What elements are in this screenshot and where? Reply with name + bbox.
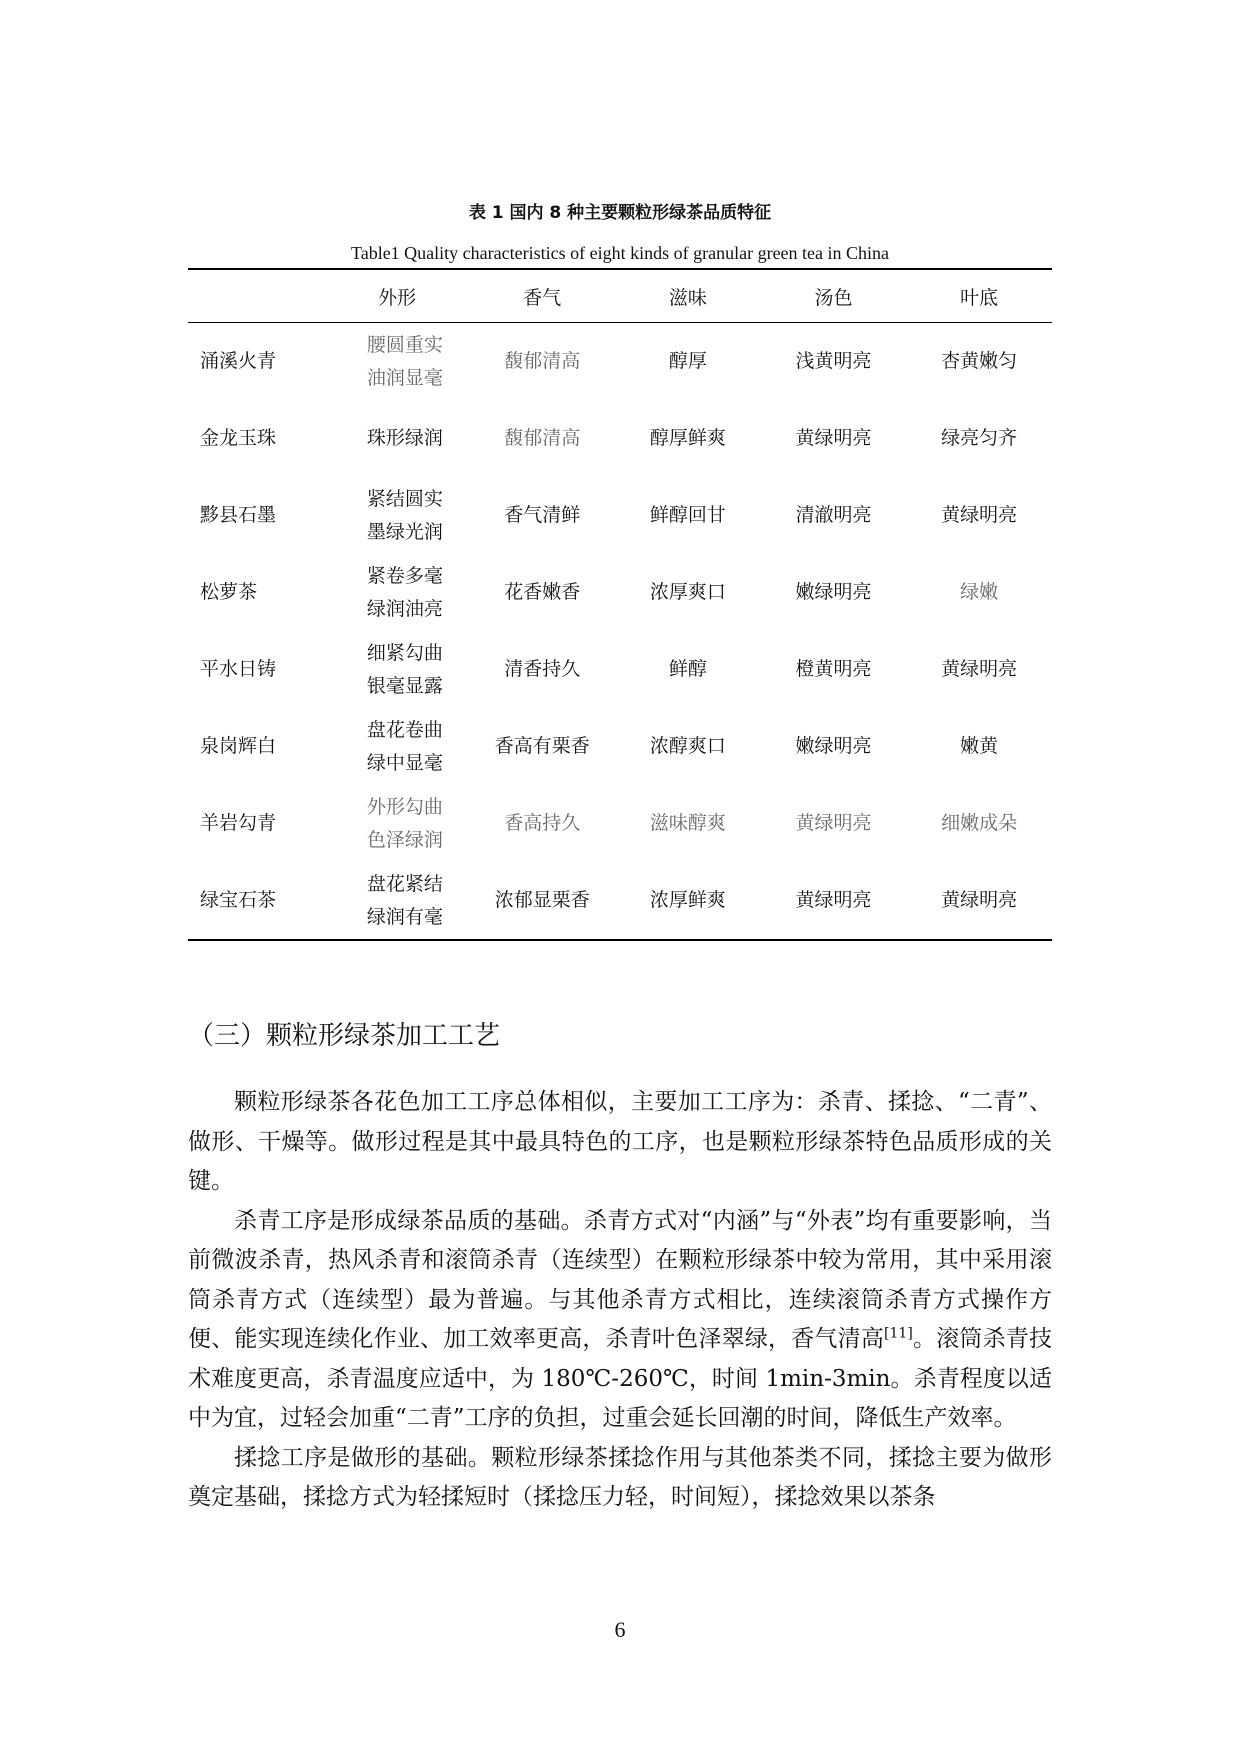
tea-taste: 滋味醇爽 xyxy=(649,812,726,834)
tea-shape: 腰圆重实 油润显毫 xyxy=(366,333,443,389)
tea-liquor: 嫩绿明亮 xyxy=(795,581,872,603)
tea-liquor: 黄绿明亮 xyxy=(795,812,872,834)
tea-taste: 浓厚爽口 xyxy=(649,581,726,603)
tea-taste: 浓醇爽口 xyxy=(649,735,726,757)
tea-leaf: 黄绿明亮 xyxy=(941,658,1018,680)
tea-aroma: 馥郁清高 xyxy=(504,427,581,449)
tea-shape: 紧卷多毫 绿润油亮 xyxy=(366,564,443,620)
tea-aroma: 香高持久 xyxy=(504,812,581,834)
tea-taste: 鲜醇 xyxy=(668,658,707,680)
tea-name: 黟县石墨 xyxy=(200,504,277,526)
table-header-row xyxy=(188,269,1052,323)
tea-aroma: 香高有栗香 xyxy=(494,735,590,757)
tea-leaf: 绿嫩 xyxy=(960,581,999,603)
body-text xyxy=(188,1083,1052,1518)
header-shape: 外形 xyxy=(378,286,417,309)
tea-leaf: 黄绿明亮 xyxy=(941,889,1018,911)
table-caption-cn: 表 1 国内 8 种主要颗粒形绿茶品质特征 xyxy=(468,203,772,223)
header-leaf: 叶底 xyxy=(960,286,999,309)
tea-name: 涌溪火青 xyxy=(200,350,277,372)
paragraph-3: 揉捻工序是做形的基础。颗粒形绿茶揉捻作用与其他茶类不同，揉捻主要为做形奠定基础，揉捻方式为轻揉短时（揉捻压力轻，时间短），揉捻效果以茶条 xyxy=(188,1444,1052,1510)
tea-aroma: 花香嫩香 xyxy=(504,581,581,603)
tea-aroma: 香气清鲜 xyxy=(504,504,581,526)
tea-liquor: 黄绿明亮 xyxy=(795,889,872,911)
tea-liquor: 橙黄明亮 xyxy=(795,658,872,680)
tea-leaf: 黄绿明亮 xyxy=(941,504,1018,526)
table-row xyxy=(188,400,1052,477)
tea-shape: 盘花紧结 绿润有毫 xyxy=(366,872,443,928)
tea-aroma: 清香持久 xyxy=(504,658,581,680)
tea-aroma: 馥郁清高 xyxy=(504,350,581,372)
tea-leaf: 嫩黄 xyxy=(960,735,999,757)
tea-liquor: 浅黄明亮 xyxy=(795,350,872,372)
table-row xyxy=(188,631,1052,708)
tea-name: 平水日铸 xyxy=(200,658,277,680)
tea-shape: 紧结圆实 墨绿光润 xyxy=(366,487,443,543)
tea-liquor: 黄绿明亮 xyxy=(795,427,872,449)
tea-taste: 鲜醇回甘 xyxy=(649,504,726,526)
header-liquor: 汤色 xyxy=(814,286,853,309)
paragraph-1: 颗粒形绿茶各花色加工工序总体相似，主要加工工序为：杀青、揉捻、“二青”、做形、干燥等。做形过程是其中最具特色的工序，也是颗粒形绿茶特色品质形成的关键。 xyxy=(188,1089,1052,1194)
table-row xyxy=(188,708,1052,785)
tea-name: 松萝茶 xyxy=(200,581,258,603)
section-heading: （三）颗粒形绿茶加工工艺 xyxy=(188,1021,501,1051)
tea-quality-table xyxy=(188,268,1052,941)
tea-aroma: 浓郁显栗香 xyxy=(494,889,590,911)
table-row xyxy=(188,554,1052,631)
tea-name: 羊岩勾青 xyxy=(200,812,277,834)
tea-leaf: 杏黄嫩匀 xyxy=(941,350,1018,372)
tea-shape: 盘花卷曲 绿中显毫 xyxy=(366,718,443,774)
paragraph-2: 杀青工序是形成绿茶品质的基础。杀青方式对“内涵”与“外表”均有重要影响，当前微波杀青，热风杀青和滚筒杀青（连续型）在颗粒形绿茶中较为常用，其中采用滚筒杀青方式（连续型）最为普遍。与其他杀青方式相比，连续滚筒杀青方式操作方便、能实现连续化作业、加工效率更高，杀青叶色泽翠绿，香气清高[11]。滚筒杀青技术难度更高，杀青温度应适中，为 180℃-260℃，时间 1min-3min。杀青程度以适中为宜，过轻会加重“二青”工序的负担，过重会延长回潮的时间，降低生产效率。 xyxy=(188,1207,1053,1431)
tea-shape: 细紧勾曲 银毫显露 xyxy=(366,641,443,697)
table-row xyxy=(188,477,1052,554)
tea-taste: 浓厚鲜爽 xyxy=(649,889,726,911)
header-name xyxy=(188,269,325,323)
table-row xyxy=(188,862,1052,940)
page-number: 6 xyxy=(614,1617,626,1642)
tea-leaf: 绿亮匀齐 xyxy=(941,427,1018,449)
tea-taste: 醇厚 xyxy=(668,350,707,372)
header-aroma: 香气 xyxy=(523,286,562,309)
table-caption-en: Table1 Quality characteristics of eight kinds of granular green tea in China xyxy=(350,243,890,263)
tea-liquor: 嫩绿明亮 xyxy=(795,735,872,757)
header-taste: 滋味 xyxy=(668,286,707,309)
table-row xyxy=(188,323,1052,401)
tea-name: 泉岗辉白 xyxy=(200,735,277,757)
tea-liquor: 清澈明亮 xyxy=(795,504,872,526)
citation-ref: [11] xyxy=(884,1325,913,1342)
tea-shape: 珠形绿润 xyxy=(366,427,443,449)
tea-name: 绿宝石茶 xyxy=(200,889,277,911)
tea-taste: 醇厚鲜爽 xyxy=(649,427,726,449)
tea-shape: 外形勾曲 色泽绿润 xyxy=(366,795,443,851)
table-row xyxy=(188,785,1052,862)
tea-name: 金龙玉珠 xyxy=(200,427,277,449)
tea-leaf: 细嫩成朵 xyxy=(941,812,1018,834)
